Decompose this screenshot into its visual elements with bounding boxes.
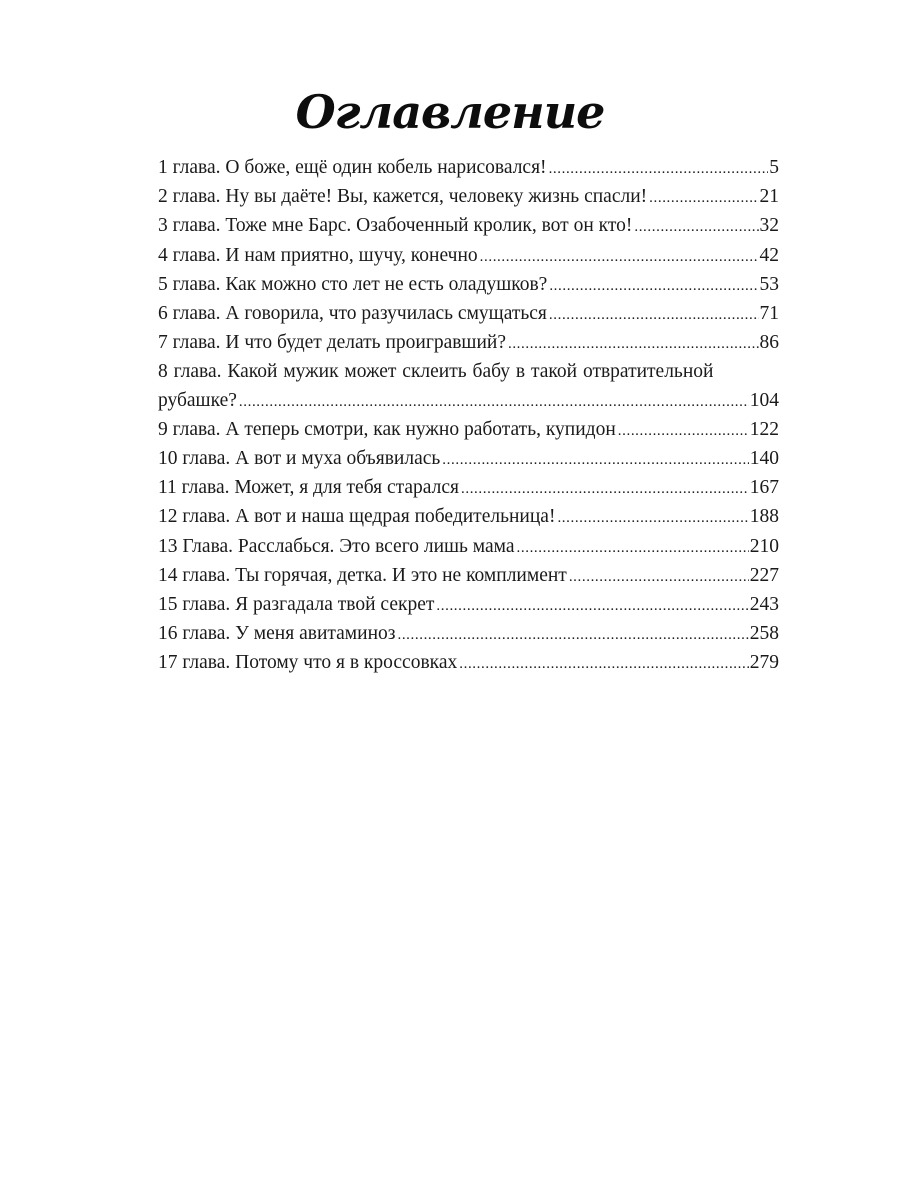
- toc-leader-dots: [569, 563, 749, 591]
- toc-page-number: 21: [759, 186, 779, 208]
- toc-page-number: 104: [749, 389, 779, 411]
- toc-entry: [158, 154, 779, 183]
- toc-entry-title: 1 глава. О боже, ещё один кобель нарисовался!: [158, 157, 547, 178]
- toc-entry: [158, 183, 779, 212]
- toc-leader-dots: [397, 621, 748, 649]
- toc-entry: [158, 503, 779, 532]
- toc-entry-continuation: [158, 387, 779, 416]
- toc-page-number: 71: [759, 303, 779, 325]
- toc-leader-dots: [436, 592, 748, 620]
- toc-leader-dots: [480, 243, 759, 271]
- toc-entry: [158, 242, 779, 271]
- toc-entry-title: 13 Глава. Расслабься. Это всего лишь мама: [158, 535, 515, 557]
- toc-entry: [158, 649, 779, 678]
- toc-entry: [158, 533, 779, 562]
- toc-entry: [158, 562, 779, 591]
- toc-leader-dots: [459, 650, 749, 678]
- toc-page-number: 53: [759, 273, 779, 295]
- toc-entry: [158, 474, 779, 503]
- toc-entry-title: 8 глава. Какой мужик может склеить бабу в такой отвратительной: [158, 361, 714, 383]
- toc-entry: [158, 416, 779, 445]
- toc-page-number: 167: [749, 477, 779, 499]
- toc-entry-title: 4 глава. И нам приятно, шучу, конечно: [158, 244, 478, 266]
- toc-leader-dots: [549, 155, 769, 183]
- toc-page-number: 210: [749, 535, 779, 557]
- toc-leader-dots: [634, 213, 758, 241]
- toc-leader-dots: [549, 272, 758, 300]
- toc-leader-dots: [557, 504, 748, 532]
- toc-leader-dots: [517, 534, 749, 562]
- toc-entry-title: 17 глава. Потому что я в кроссовках: [158, 652, 458, 674]
- toc-entry-title: 16 глава. У меня авитаминоз: [158, 623, 396, 645]
- toc-leader-dots: [618, 417, 749, 445]
- toc-page-number: 188: [749, 506, 779, 528]
- toc-entry-title: 10 глава. А вот и муха объявилась: [158, 448, 441, 470]
- toc-entry: [158, 329, 779, 358]
- toc-leader-dots: [239, 388, 749, 416]
- toc-entry-title: 15 глава. Я разгадала твой секрет: [158, 594, 435, 616]
- toc-page-number: 42: [759, 244, 779, 266]
- toc-entry: [158, 300, 779, 329]
- toc-leader-dots: [649, 184, 758, 212]
- toc-entry: [158, 620, 779, 649]
- toc-entry-title: 3 глава. Тоже мне Барс. Озабоченный кролик, вот он кто!: [158, 215, 633, 237]
- toc-entry-title: 6 глава. А говорила, что разучилась смущаться: [158, 303, 547, 325]
- toc-entry-title: 7 глава. И что будет делать проигравший?: [158, 332, 506, 354]
- toc-page-number: 140: [749, 448, 779, 470]
- toc-entry-title: 11 глава. Может, я для тебя старался: [158, 477, 459, 499]
- toc-leader-dots: [461, 475, 749, 503]
- toc-entry: [158, 212, 779, 241]
- toc-entry-title: 2 глава. Ну вы даёте! Вы, кажется, человеку жизнь спасли!: [158, 186, 648, 208]
- toc-page-number: 5: [769, 157, 779, 178]
- toc-entry-title: 5 глава. Как можно сто лет не есть оладушков?: [158, 273, 548, 295]
- toc-entry-title-continuation: рубашке?: [158, 389, 237, 411]
- toc-page-number: 279: [749, 652, 779, 674]
- toc-entry: [158, 271, 779, 300]
- toc-page-number: 86: [759, 332, 779, 354]
- toc-page-number: 243: [749, 594, 779, 616]
- toc-page-number: 32: [759, 215, 779, 237]
- toc-leader-dots: [549, 301, 759, 329]
- toc-leader-dots: [508, 330, 759, 358]
- toc-entry: [158, 358, 779, 415]
- toc-entry-title: 12 глава. А вот и наша щедрая победительница!: [158, 506, 556, 528]
- toc-entry: [158, 445, 779, 474]
- toc-entry-title: 14 глава. Ты горячая, детка. И это не комплимент: [158, 564, 567, 586]
- table-of-contents: [158, 154, 779, 679]
- toc-page-number: 258: [749, 623, 779, 645]
- toc-entry: [158, 591, 779, 620]
- toc-entry-title: 9 глава. А теперь смотри, как нужно работать, купидон: [158, 418, 616, 440]
- toc-page-number: 227: [749, 564, 779, 586]
- toc-leader-dots: [442, 446, 748, 474]
- toc-page-number: 122: [749, 418, 779, 440]
- page-title: Оглавление: [295, 85, 605, 139]
